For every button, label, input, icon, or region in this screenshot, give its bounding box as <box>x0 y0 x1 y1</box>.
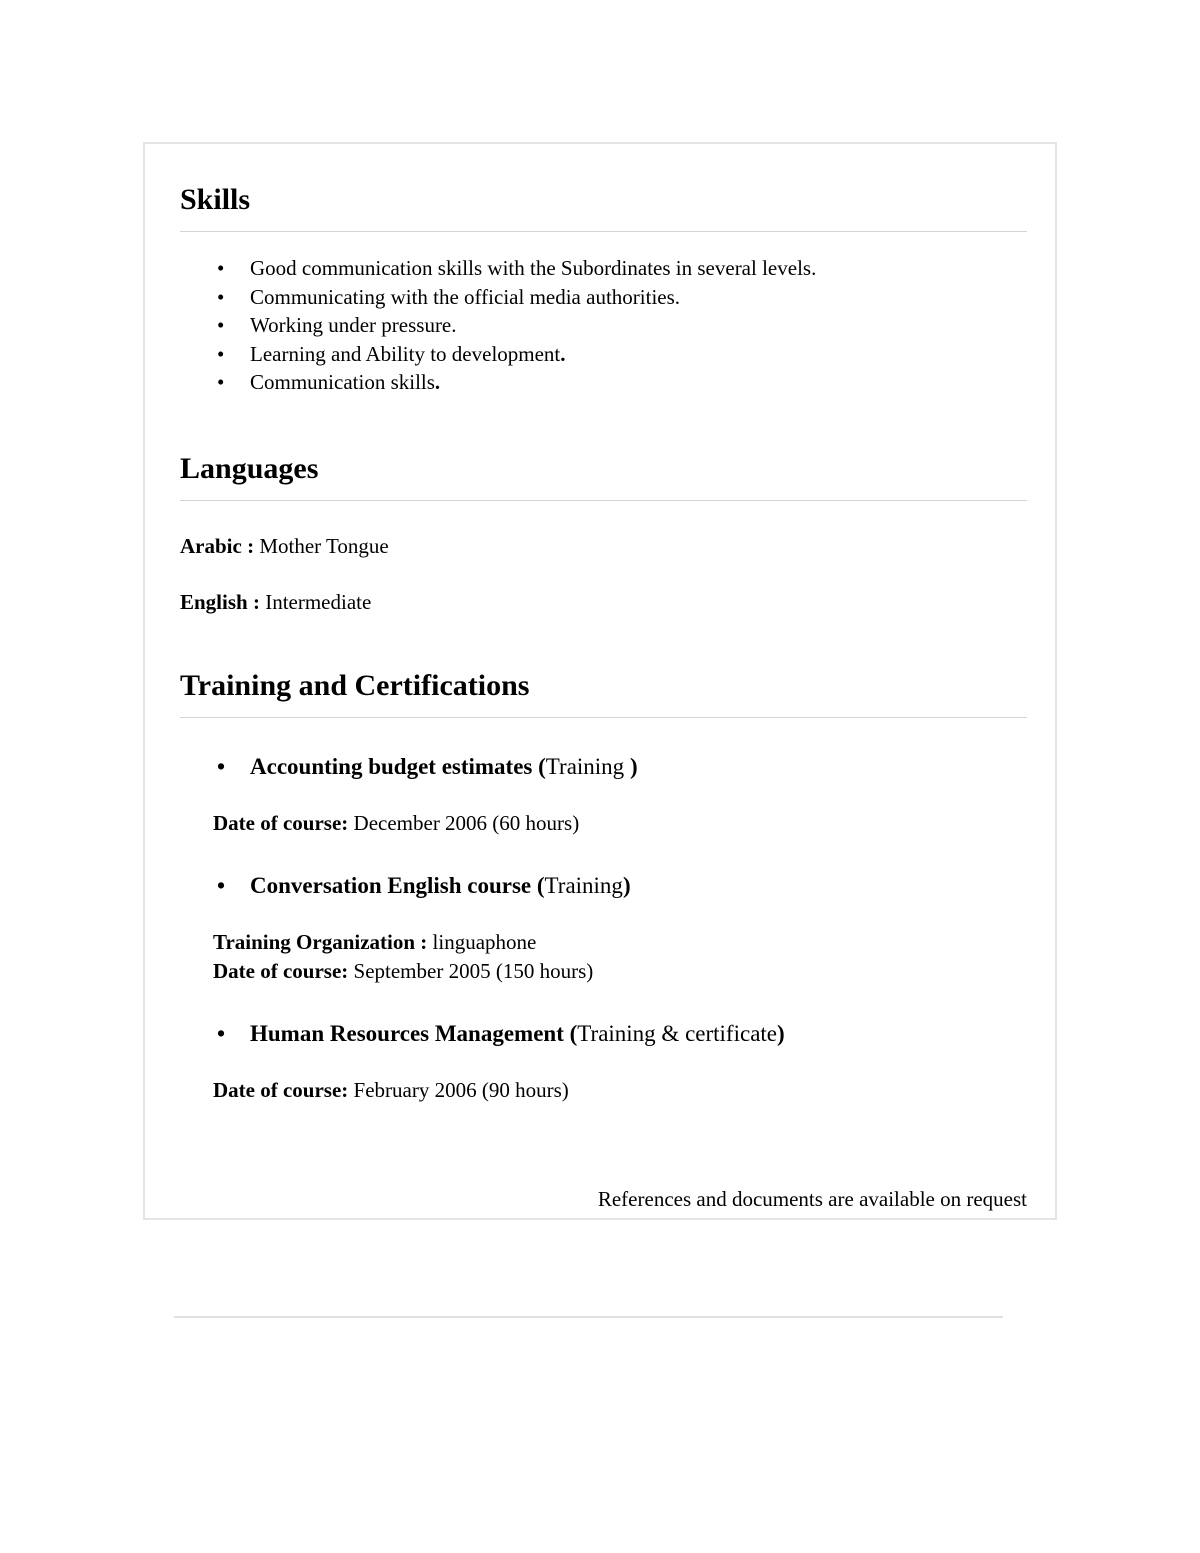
section-skills <box>180 182 1027 397</box>
section-languages <box>180 451 1027 616</box>
section-training-certifications <box>180 668 1027 1105</box>
training-entry <box>180 871 1027 985</box>
skills-item-text: Communication skills <box>250 370 435 394</box>
training-name-bold: Conversation English course ( <box>250 873 545 898</box>
detail-value: February 2006 (90 hours) <box>348 1078 569 1102</box>
training-name-close: ) <box>622 873 631 898</box>
training-entry-title <box>250 1019 1027 1049</box>
resume-document-card <box>143 142 1057 1220</box>
training-section-divider <box>180 717 1027 718</box>
skills-list-item <box>250 254 1027 283</box>
detail-label: Training Organization : <box>213 930 428 954</box>
training-entry-title <box>250 752 1027 782</box>
training-entry <box>180 1019 1027 1105</box>
training-detail <box>213 1076 1027 1105</box>
detail-label: Date of course: <box>213 810 349 835</box>
skills-item-text: Communicating with the official media authorities. <box>250 284 681 309</box>
language-label: English : <box>180 589 260 614</box>
skills-item-suffix: . <box>434 370 441 394</box>
training-name-bold: Accounting budget estimates ( <box>250 753 546 779</box>
detail-line <box>213 1076 1027 1105</box>
skills-list <box>180 254 1027 397</box>
detail-label: Date of course: <box>213 1078 349 1102</box>
detail-line <box>213 928 1027 957</box>
training-name-close: ) <box>777 1021 785 1046</box>
training-name-type: Training <box>545 753 630 779</box>
references-note: References and documents are available on request <box>597 1186 1027 1211</box>
skills-item-text: Good communication skills with the Subordinates in several levels. <box>250 256 817 280</box>
languages-section-divider <box>180 500 1027 501</box>
training-name-bold: Human Resources Management ( <box>250 1021 578 1046</box>
skills-item-text: Working under pressure. <box>250 313 457 337</box>
skills-list-item <box>250 340 1027 369</box>
language-line-arabic <box>180 532 1027 560</box>
training-name-close: ) <box>629 753 638 779</box>
skills-list-item <box>250 368 1027 397</box>
training-detail <box>213 809 1027 838</box>
training-section-title: Training and Certifications <box>180 668 530 702</box>
training-entry <box>180 752 1027 838</box>
training-name-type: Training <box>544 873 623 898</box>
skills-section-divider <box>180 231 1027 232</box>
detail-value: September 2005 (150 hours) <box>348 958 594 983</box>
language-label: Arabic : <box>180 533 255 558</box>
language-value: Mother Tongue <box>254 533 389 558</box>
detail-line <box>213 957 1027 986</box>
skills-section-title: Skills <box>180 183 251 216</box>
detail-line <box>213 809 1027 838</box>
training-entry-title <box>250 871 1027 901</box>
detail-label: Date of course: <box>213 958 349 983</box>
page-divider <box>174 1316 1003 1318</box>
languages-section-title: Languages <box>180 451 319 485</box>
skills-item-text: Learning and Ability to development <box>250 341 561 366</box>
skills-list-item <box>250 311 1027 340</box>
training-detail <box>213 928 1027 985</box>
skills-item-suffix: . <box>560 341 566 366</box>
detail-value: linguaphone <box>427 930 537 954</box>
language-line-english <box>180 588 1027 616</box>
language-value: Intermediate <box>259 589 372 614</box>
skills-list-item <box>250 283 1027 312</box>
training-name-type: Training & certificate <box>577 1021 777 1046</box>
detail-value: December 2006 (60 hours) <box>348 810 580 835</box>
